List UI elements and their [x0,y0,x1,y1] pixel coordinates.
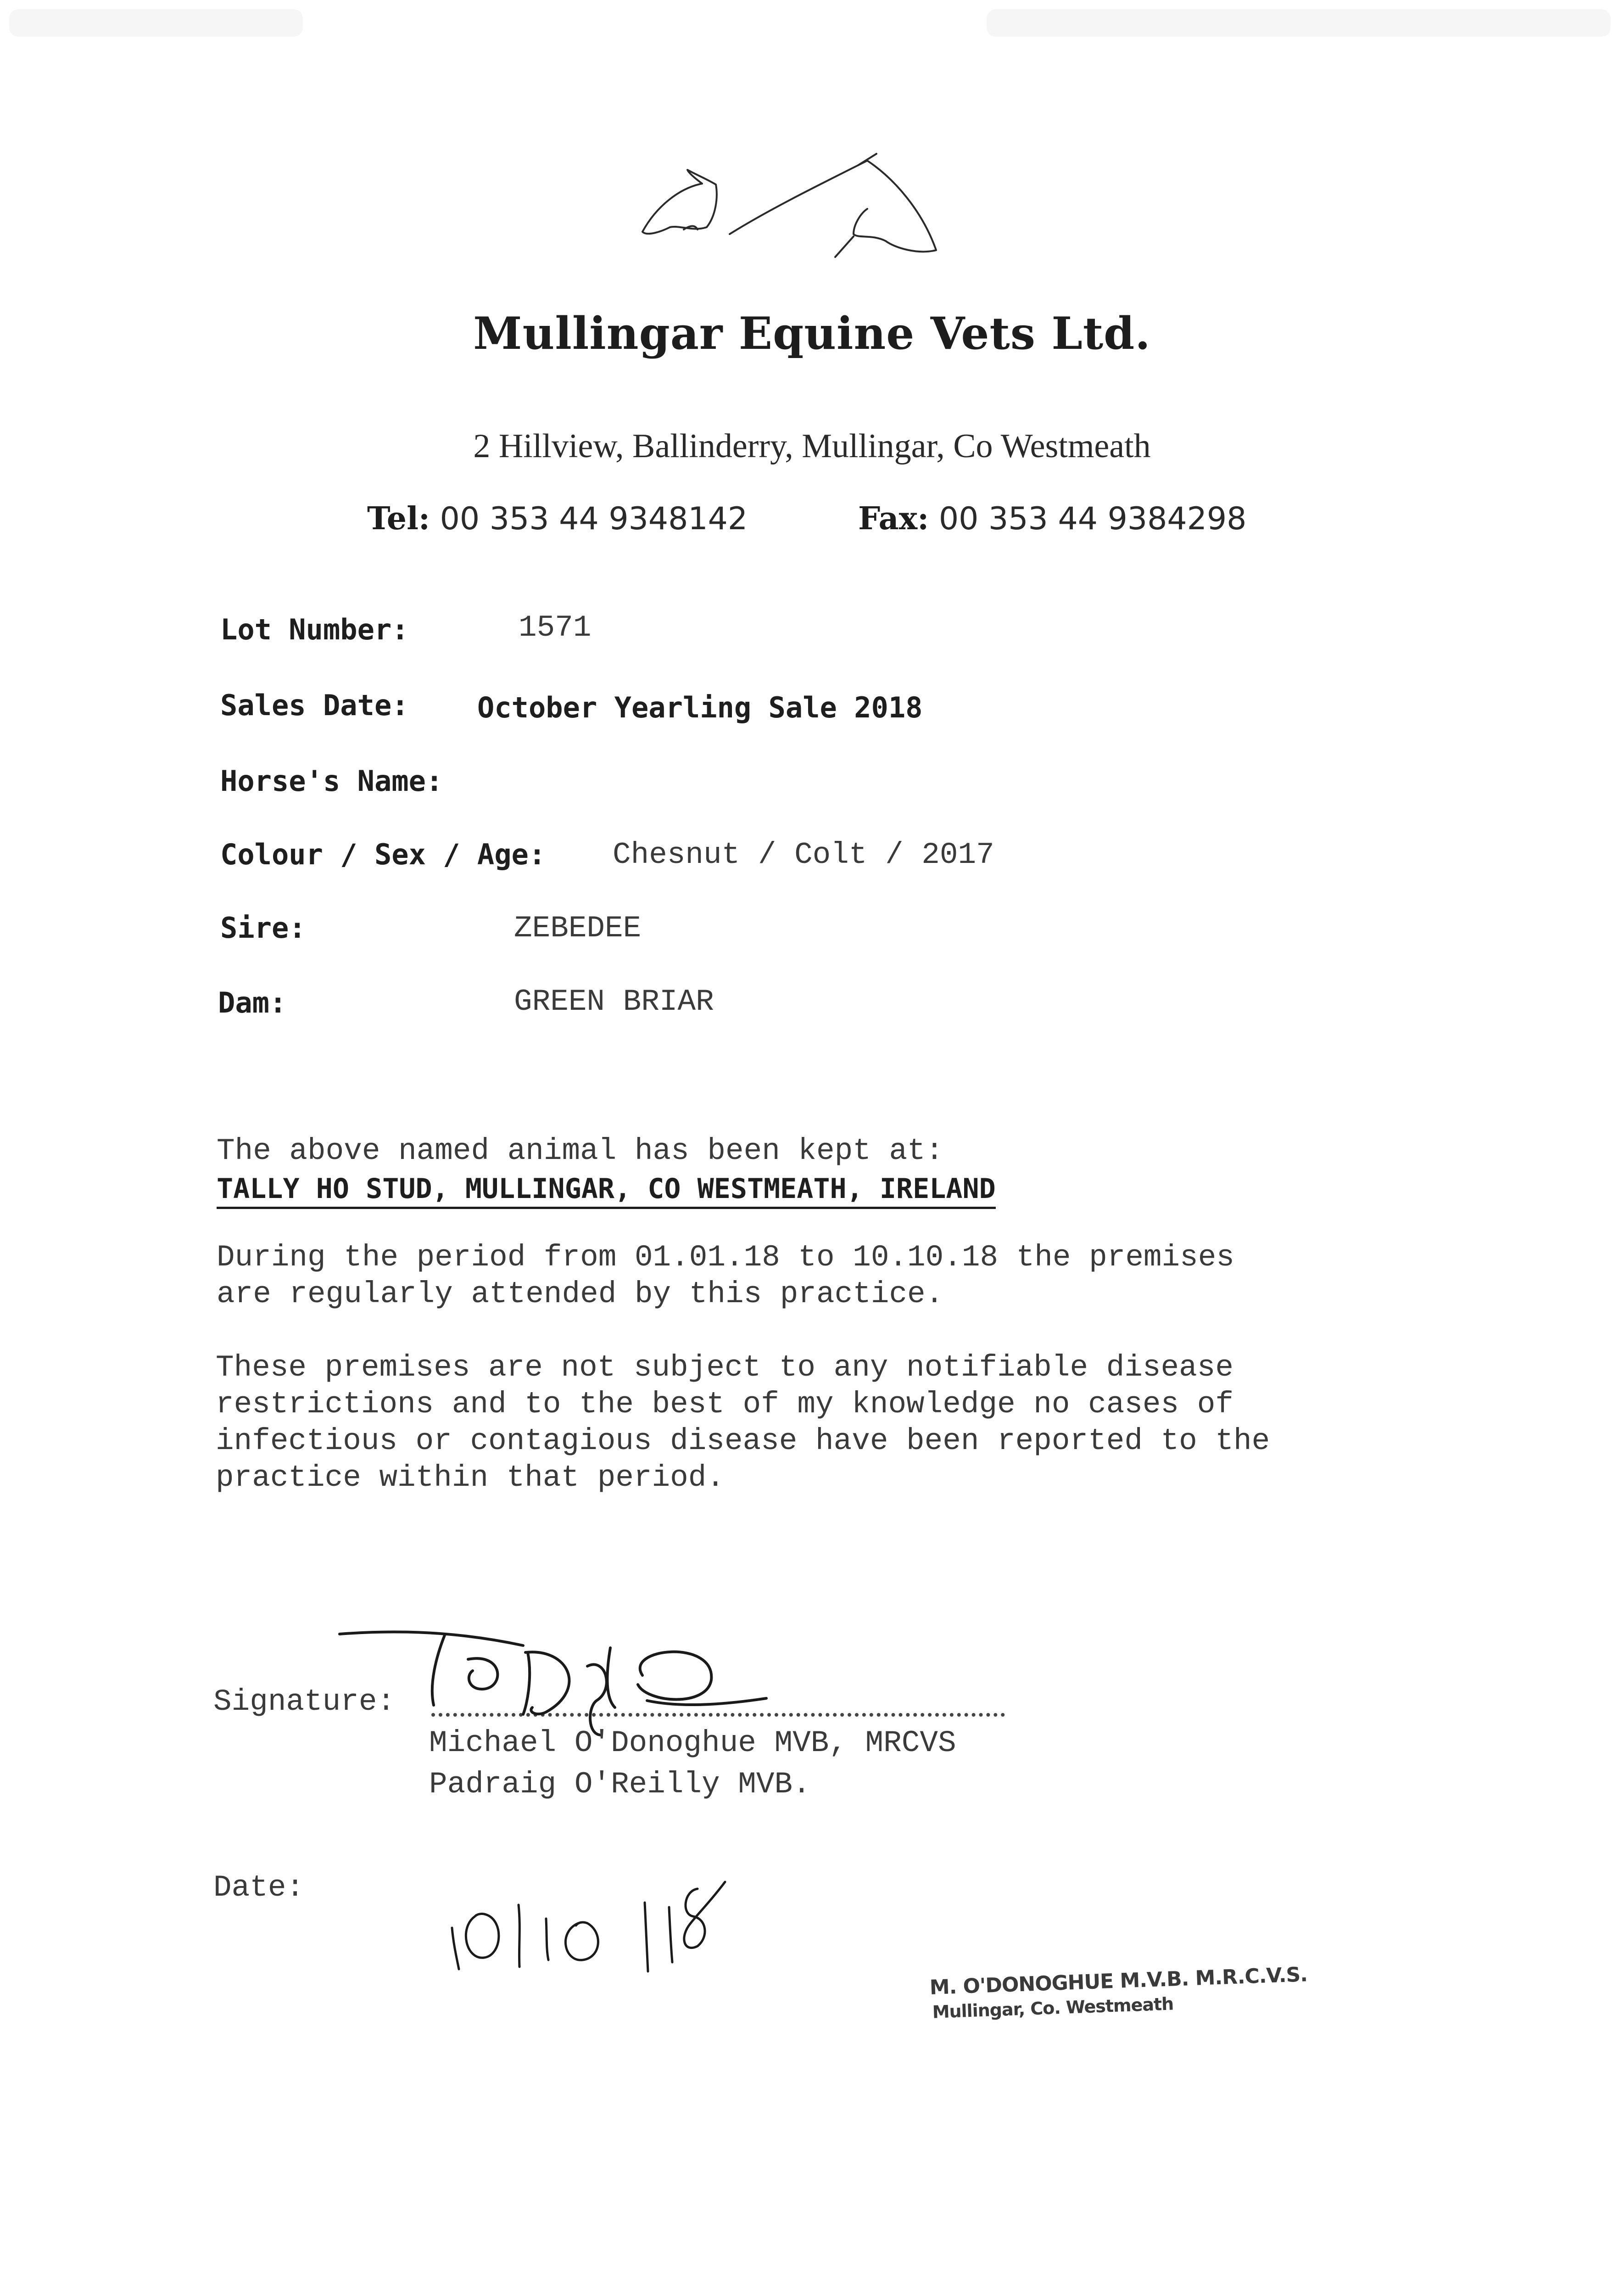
fax-label: Fax: [858,500,929,537]
telephone [367,500,748,537]
tel-value: 00 353 44 9348142 [440,501,748,537]
fax [858,500,1246,537]
handwritten-date [441,1864,789,1983]
practice-stamp [929,1963,1309,2022]
company-name: Mullingar Equine Vets Ltd. [473,308,1151,359]
stamp-line-2: Mullingar, Co. Westmeath [932,1993,1174,2022]
sales-date-label: Sales Date: [220,688,409,722]
attendance-period-statement: During the period from 01.01.18 to 10.10.18 the premises are regularly attended by this practice. [217,1240,1234,1311]
signatory-2: Padraig O'Reilly MVB. [429,1767,811,1802]
colour-sex-age-value: Chesnut / Colt / 2017 [613,838,994,872]
signature-label: Signature: [213,1685,396,1719]
lot-number-value: 1571 [519,610,592,645]
colour-sex-age-label: Colour / Sex / Age: [220,838,546,871]
dam-value: GREEN BRIAR [514,985,714,1019]
scan-artifact [9,9,303,37]
scan-artifact [987,9,1611,37]
horse-name-label: Horse's Name: [220,764,443,798]
sales-date-value: October Yearling Sale 2018 [477,691,923,724]
lot-number-label: Lot Number: [220,613,409,646]
sire-value: ZEBEDEE [514,911,642,946]
tel-label: Tel: [367,500,430,537]
kept-at-address: TALLY HO STUD, MULLINGAR, CO WESTMEATH, IRELAND [217,1173,996,1209]
dam-label: Dam: [218,986,287,1019]
disease-restrictions-statement: These premises are not subject to any notifiable disease restrictions and to the best of my knowledge no cases of infectious or contagious disease have been reported to the practice within that period. [216,1350,1270,1495]
signatory-1: Michael O'Donoghue MVB, MRCVS [429,1726,956,1760]
horse-heads-logo-icon [638,151,941,275]
date-label: Date: [213,1870,305,1905]
kept-at-intro: The above named animal has been kept at: [217,1134,944,1168]
stamp-line-1: M. O'DONOGHUE M.V.B. M.R.C.V.S. [929,1963,1308,1999]
company-address: 2 Hillview, Ballinderry, Mullingar, Co Westmeath [473,427,1151,465]
fax-value: 00 353 44 9384298 [938,501,1247,537]
sire-label: Sire: [220,911,306,945]
